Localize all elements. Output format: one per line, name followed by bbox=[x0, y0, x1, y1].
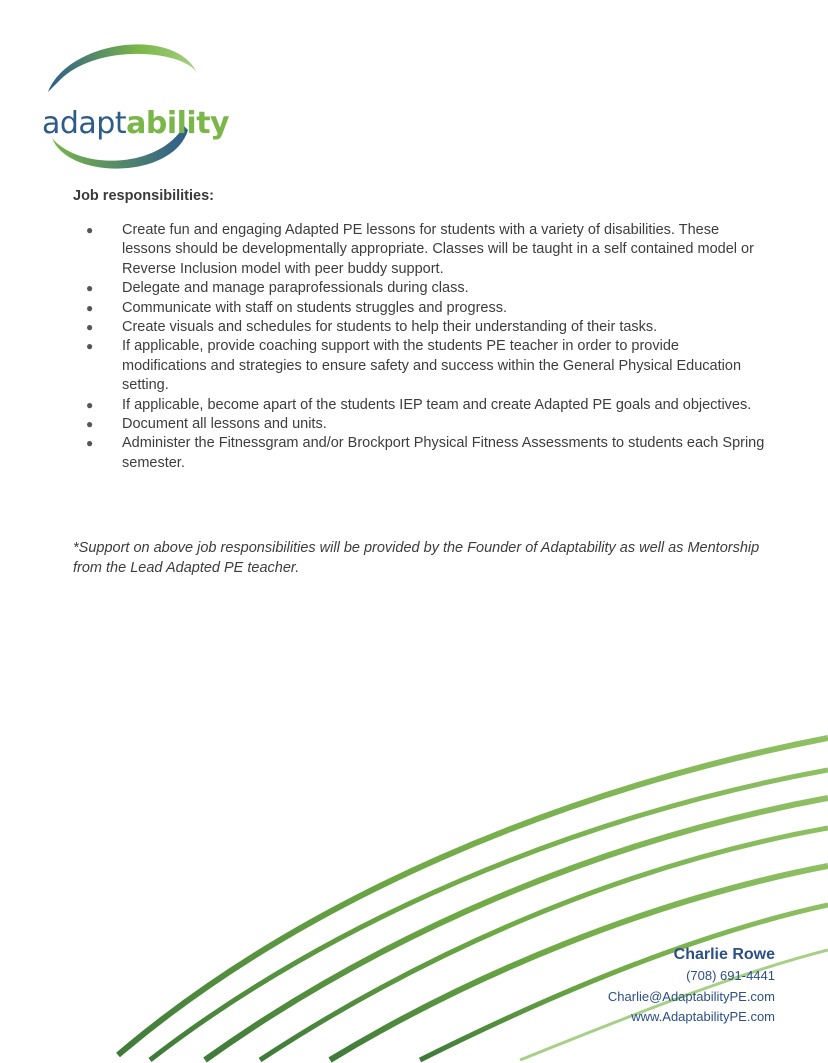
contact-block bbox=[608, 944, 775, 1028]
list-item bbox=[86, 396, 766, 415]
list-item bbox=[86, 221, 766, 279]
list-item bbox=[86, 279, 766, 298]
list-item-text: If applicable, provide coaching support with the students PE teacher in order to provide modifications and strategies to ensure safety and success within the General Physical Education setting. bbox=[122, 338, 742, 394]
contact-name: Charlie Rowe bbox=[673, 946, 775, 963]
bullet-icon: ● bbox=[86, 339, 94, 354]
list-item-text: Administer the Fitnessgram and/or Brockport Physical Fitness Assessments to students each Spring semester. bbox=[122, 435, 765, 471]
bullet-icon: ● bbox=[86, 320, 94, 335]
list-item-text: Create fun and engaging Adapted PE lessons for students with a variety of disabilities. These lessons should be developmentally appropriate. Classes will be taught in a self contained model or Reverse Inclusion model with peer buddy support. bbox=[122, 222, 754, 277]
bullet-icon: ● bbox=[86, 223, 94, 237]
logo-text-adapt: adapt bbox=[42, 106, 127, 141]
bullet-icon: ● bbox=[86, 436, 94, 451]
list-item-text: If applicable, become apart of the students IEP team and create Adapted PE goals and objectives. bbox=[122, 396, 752, 413]
bullet-icon: ● bbox=[86, 300, 94, 315]
logo-wordmark bbox=[42, 106, 229, 141]
adaptability-logo bbox=[38, 30, 230, 180]
list-item bbox=[86, 434, 766, 473]
list-item bbox=[86, 337, 766, 395]
list-item-text: Delegate and manage paraprofessionals during class. bbox=[122, 280, 469, 297]
logo-text-ability: ability bbox=[126, 106, 230, 141]
bullet-icon: ● bbox=[86, 397, 94, 412]
bullet-icon: ● bbox=[86, 281, 94, 296]
support-note: *Support on above job responsibilities will be provided by the Founder of Adaptability as well as Mentorship from the Lead Adapted PE teacher. bbox=[73, 540, 760, 576]
logo-swirl-icon bbox=[38, 30, 208, 180]
list-item-text: Create visuals and schedules for students to help their understanding of their tasks. bbox=[122, 319, 658, 336]
contact-website-link[interactable]: www.AdaptabilityPE.com bbox=[631, 1009, 775, 1024]
list-item-text: Communicate with staff on students struggles and progress. bbox=[122, 299, 507, 316]
contact-phone: (708) 691-4441 bbox=[686, 968, 775, 983]
list-item bbox=[86, 415, 766, 434]
list-item-text: Document all lessons and units. bbox=[122, 416, 327, 433]
bullet-icon: ● bbox=[86, 417, 94, 432]
list-item bbox=[86, 318, 766, 337]
list-item bbox=[86, 299, 766, 318]
section-heading: Job responsibilities: bbox=[73, 188, 214, 204]
responsibilities-list bbox=[86, 221, 766, 473]
contact-email-link[interactable]: Charlie@AdaptabilityPE.com bbox=[607, 988, 775, 1004]
